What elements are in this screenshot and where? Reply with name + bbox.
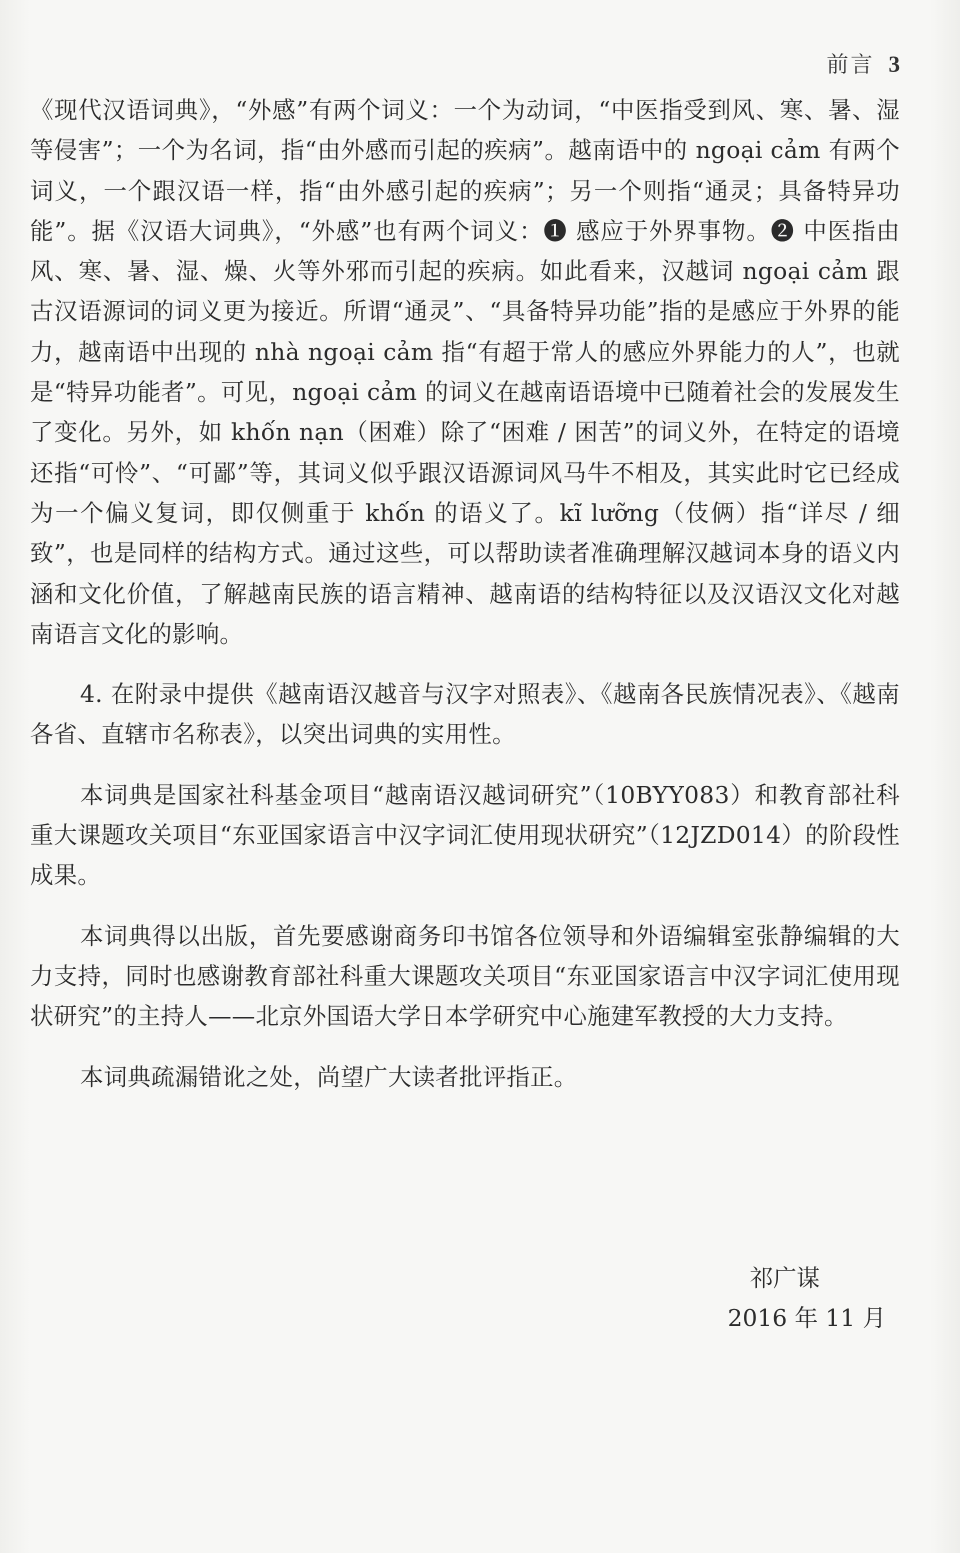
signature-block [727,1258,886,1338]
page-number: 3 [888,52,902,77]
paragraph-appendix: 4. 在附录中提供《越南语汉越音与汉字对照表》、《越南各民族情况表》、《越南各省、直辖市名称表》，以突出词典的实用性。 [30,680,900,749]
paragraph-closing: 本词典疏漏错讹之处，尚望广大读者批评指正。 [80,1062,578,1091]
signature-date: 2016 年 11 月 [727,1304,886,1332]
section-title: 前言 [826,53,875,78]
paragraph-acknowledgements: 本词典得以出版，首先要感谢商务印书馆各位领导和外语编辑室张静编辑的大力支持，同时也感谢教育部社科重大课题攻关项目“东亚国家语言中汉字词汇使用现状研究”的主持人——北京外国语大学日本学研究中心施建军教授的大力支持。 [30,921,900,1031]
author-name: 祁广谋 [749,1264,820,1292]
paragraph-continued: 《现代汉语词典》，“外感”有两个词义：一个为动词，“中医指受到风、寒、暑、湿等侵害”；一个为名词，指“由外感而引起的疾病”。越南语中的 ngoại cảm 有两个词义，一个跟汉语一样，指“由外感引起的疾病”；另一个则指“通灵；具备特异功能”。据《汉语大词典》，“外感”也有两个词义：❶ 感应于外界事物。❷ 中医指由风、寒、暑、湿、燥、火等外邪而引起的疾病。如此看来，汉越词 ngoại cảm 跟古汉语源词的词义更为接近。所谓“通灵”、“具备特异功能”指的是感应于外界的能力，越南语中出现的 nhà ngoại cảm 指“有超于常人的感应外界能力的人”，也就是“特异功能者”。可见，ngoại cảm 的词义在越南语语境中已随着社会的发展发生了变化。另外，如 khốn nạn（困难）除了“困难 / 困苦”的词义外，在特定的语境还指“可怜”、“可鄙”等，其词义似乎跟汉语源词风马牛不相及，其实此时它已经成为一个偏义复词，即仅侧重于 khốn 的语义了。kĩ lưỡng（伎俩）指“详尽 / 细致”，也是同样的结构方式。通过这些，可以帮助读者准确理解汉越词本身的语义内涵和文化价值，了解越南民族的语言精神、越南语的结构特征以及汉语汉文化对越南语言文化的影响。 [30,96,900,648]
running-header [826,48,902,79]
paragraph-funding: 本词典是国家社科基金项目“越南语汉越词研究”（10BYY083）和教育部社科重大课题攻关项目“东亚国家语言中汉字词汇使用现状研究”（12JZD014）的阶段性成果。 [30,780,900,890]
body-text [30,90,900,1097]
